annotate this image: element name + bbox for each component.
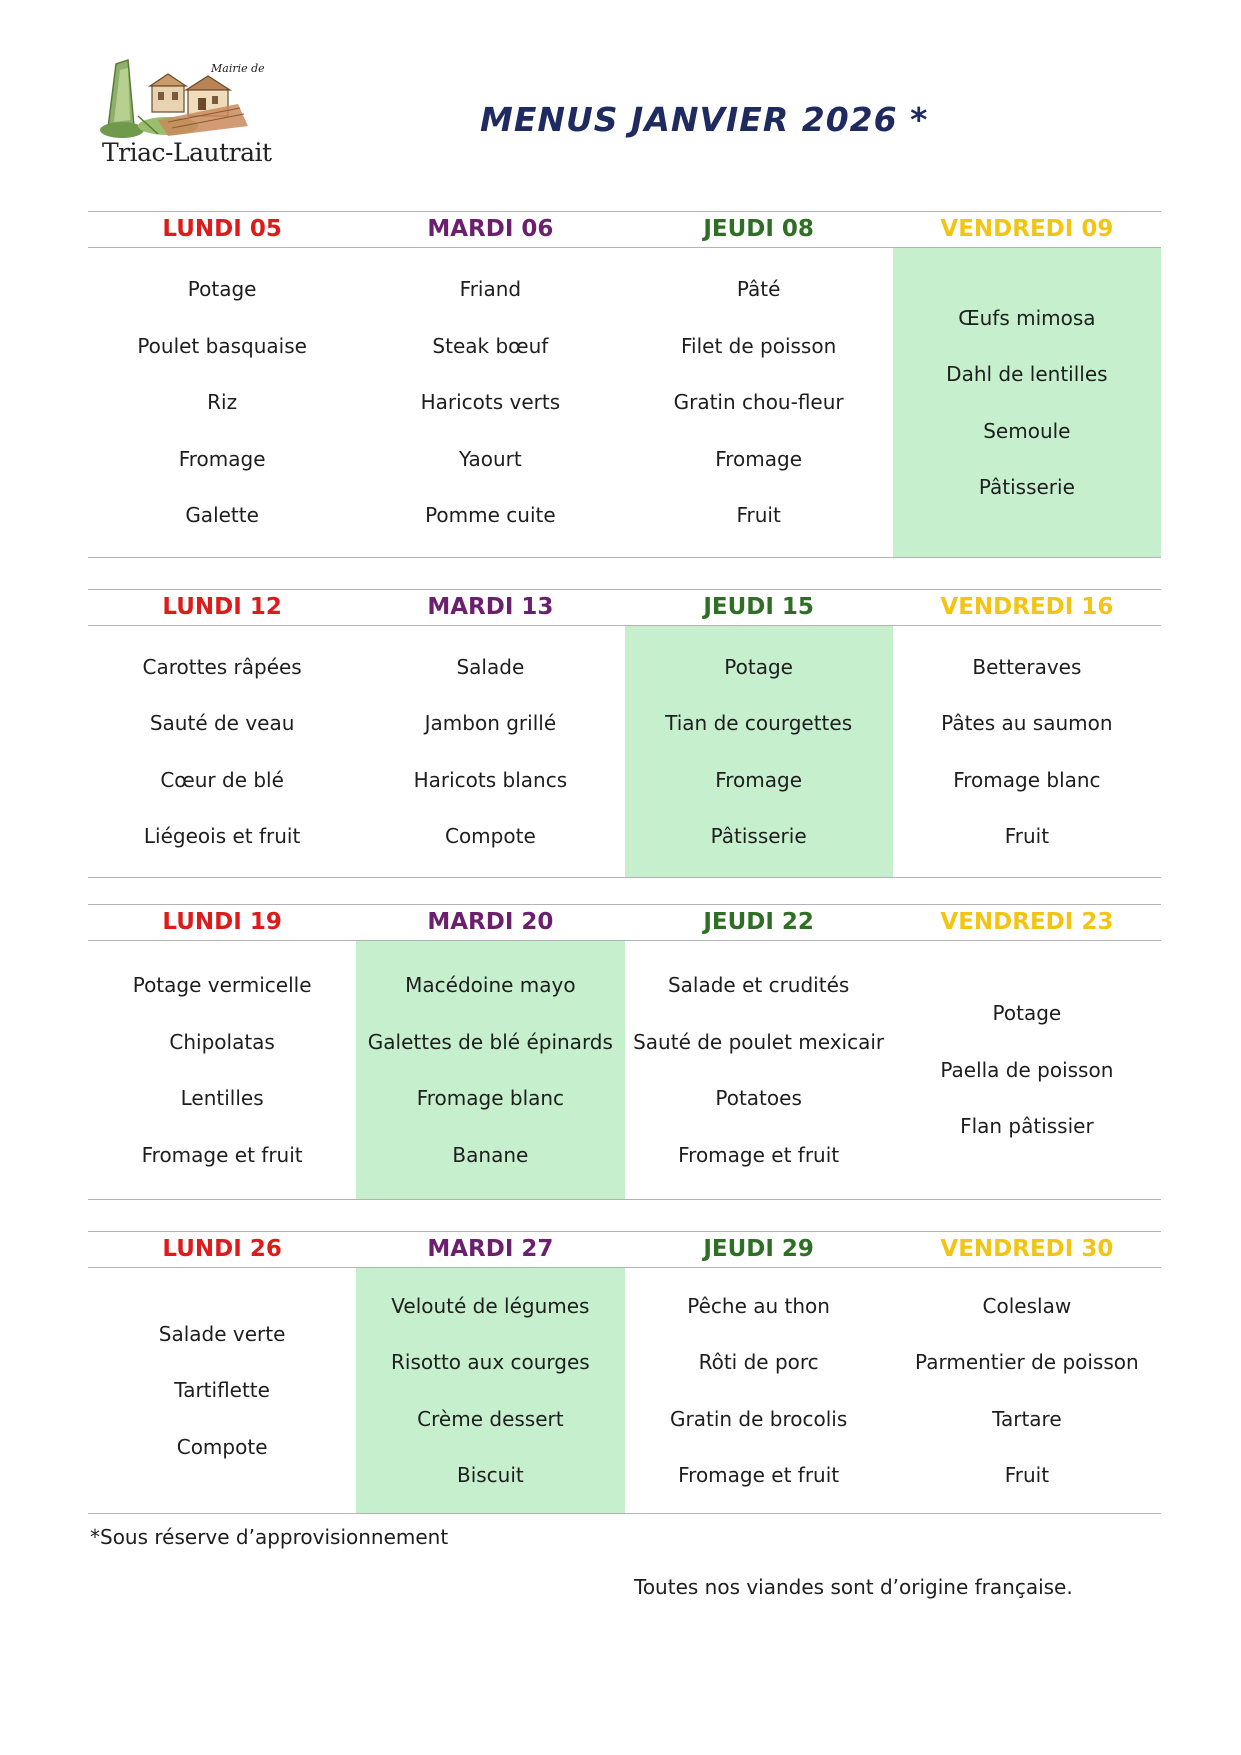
day-header-mardi: MARDI 13 xyxy=(427,594,554,620)
day-menu-jeudi xyxy=(625,941,893,1199)
day-menu-mardi xyxy=(356,248,624,557)
week-menu-row xyxy=(88,941,1161,1200)
dish: Risotto aux courges xyxy=(391,1350,590,1374)
dish: Fromage xyxy=(715,446,803,471)
dish: Fruit xyxy=(736,503,781,528)
dish: Filet de poisson xyxy=(680,333,837,358)
dish: Cœur de blé xyxy=(160,767,284,792)
dish: Compote xyxy=(444,824,536,848)
dish: Tian de courgettes xyxy=(665,711,853,735)
day-menu-jeudi-vegetarian xyxy=(625,626,893,877)
logo-commune-name: Triac-Lautrait xyxy=(102,138,272,167)
day-header-vendredi: VENDREDI 09 xyxy=(940,216,1114,242)
dish: Tartare xyxy=(992,1406,1062,1431)
dish: Sauté de veau xyxy=(149,711,295,735)
week-block-2 xyxy=(88,589,1161,878)
day-header-vendredi: VENDREDI 16 xyxy=(940,594,1114,620)
dish: Fromage blanc xyxy=(953,767,1101,792)
dish: Liégeois et fruit xyxy=(143,824,301,848)
dish: Fruit xyxy=(1004,1463,1050,1487)
dish: Betteraves xyxy=(972,654,1082,679)
dish: Poulet basquaise xyxy=(137,333,307,358)
logo-mairie-text: Mairie de xyxy=(211,62,265,75)
dish: Fromage et fruit xyxy=(141,1142,303,1167)
day-header-vendredi: VENDREDI 30 xyxy=(940,1236,1114,1262)
day-menu-mardi xyxy=(356,626,624,877)
week-header-row xyxy=(88,1231,1161,1268)
dish: Chipolatas xyxy=(169,1029,275,1054)
week-menu-row xyxy=(88,1268,1161,1514)
day-menu-lundi xyxy=(88,626,356,877)
week-block-4 xyxy=(88,1231,1161,1514)
dish: Œufs mimosa xyxy=(958,305,1096,330)
day-menu-vendredi xyxy=(893,941,1161,1199)
dish: Velouté de légumes xyxy=(391,1293,590,1318)
dish: Gratin chou-fleur xyxy=(673,390,844,415)
dish: Pomme cuite xyxy=(425,503,556,528)
day-menu-vendredi-vegetarian xyxy=(893,248,1161,557)
dish: Potage xyxy=(724,654,793,679)
dish: Fromage blanc xyxy=(416,1086,565,1110)
day-menu-vendredi xyxy=(893,1268,1161,1513)
day-header-jeudi: JEUDI 29 xyxy=(703,1236,814,1262)
supply-disclaimer: *Sous réserve d’approvisionnement xyxy=(90,1525,449,1549)
dish: Potage xyxy=(187,277,257,302)
dish: Semoule xyxy=(983,418,1071,443)
day-menu-jeudi xyxy=(625,1268,893,1513)
week-menu-row xyxy=(88,248,1161,558)
meat-origin-note: Toutes nos viandes sont d’origine française. xyxy=(634,1575,1073,1599)
dish: Galettes de blé épinards xyxy=(367,1029,613,1054)
dish: Biscuit xyxy=(456,1463,524,1487)
day-menu-vendredi xyxy=(893,626,1161,877)
day-menu-jeudi xyxy=(625,248,893,557)
dish: Rôti de porc xyxy=(698,1350,819,1374)
dish: Sauté de poulet mexicair xyxy=(633,1029,885,1054)
dish: Paella de poisson xyxy=(940,1057,1114,1082)
page-title: MENUS JANVIER 2026 * xyxy=(480,100,929,139)
dish: Salade et crudités xyxy=(667,973,850,997)
dish: Jambon grillé xyxy=(424,711,557,735)
week-menu-row xyxy=(88,626,1161,878)
dish: Dahl de lentilles xyxy=(946,362,1108,386)
day-header-jeudi: JEUDI 08 xyxy=(703,216,814,242)
dish: Pâtisserie xyxy=(978,475,1075,499)
dish: Fromage xyxy=(178,446,266,471)
dish: Crème dessert xyxy=(417,1406,564,1431)
dish: Flan pâtissier xyxy=(960,1114,1094,1139)
week-header-row xyxy=(88,211,1161,248)
town-logo xyxy=(98,56,288,174)
dish: Haricots blancs xyxy=(413,767,568,792)
dish: Salade xyxy=(456,654,525,679)
day-header-lundi: LUNDI 12 xyxy=(162,594,282,620)
dish: Fromage xyxy=(715,767,803,792)
dish: Pêche au thon xyxy=(687,1293,830,1318)
day-menu-lundi xyxy=(88,248,356,557)
dish: Carottes râpées xyxy=(142,654,302,679)
dish: Potage vermicelle xyxy=(132,973,312,997)
dish: Gratin de brocolis xyxy=(670,1406,848,1431)
dish: Galette xyxy=(185,503,259,528)
dish: Fruit xyxy=(1004,824,1050,848)
dish: Potage xyxy=(992,1001,1062,1026)
dish: Macédoine mayo xyxy=(405,973,576,997)
dish: Riz xyxy=(207,390,238,415)
dish: Pâtes au saumon xyxy=(941,711,1113,735)
dish: Coleslaw xyxy=(982,1293,1072,1318)
dish: Yaourt xyxy=(459,446,522,471)
dish: Salade verte xyxy=(158,1321,286,1346)
dish: Fromage et fruit xyxy=(678,1463,840,1487)
day-menu-mardi-vegetarian xyxy=(356,1268,624,1513)
week-header-row xyxy=(88,904,1161,941)
day-header-mardi: MARDI 06 xyxy=(427,216,554,242)
day-header-mardi: MARDI 20 xyxy=(427,909,554,935)
dish: Potatoes xyxy=(715,1086,802,1110)
day-menu-mardi-vegetarian xyxy=(356,941,624,1199)
dish: Tartiflette xyxy=(174,1378,270,1403)
dish: Fromage et fruit xyxy=(678,1142,840,1167)
week-block-1 xyxy=(88,211,1161,558)
day-header-mardi: MARDI 27 xyxy=(427,1236,554,1262)
dish: Steak bœuf xyxy=(432,333,549,358)
day-header-lundi: LUNDI 05 xyxy=(162,216,282,242)
day-header-lundi: LUNDI 19 xyxy=(162,909,282,935)
day-menu-lundi xyxy=(88,1268,356,1513)
dish: Friand xyxy=(459,277,522,302)
dish: Lentilles xyxy=(180,1086,264,1110)
dish: Pâtisserie xyxy=(710,824,807,848)
dish: Pâté xyxy=(736,277,781,302)
week-block-3 xyxy=(88,904,1161,1200)
day-header-vendredi: VENDREDI 23 xyxy=(940,909,1114,935)
day-header-lundi: LUNDI 26 xyxy=(162,1236,282,1262)
dish: Compote xyxy=(176,1434,268,1459)
dish: Banane xyxy=(452,1142,529,1167)
dish: Haricots verts xyxy=(420,390,561,415)
week-header-row xyxy=(88,589,1161,626)
day-header-jeudi: JEUDI 15 xyxy=(703,594,814,620)
day-menu-lundi xyxy=(88,941,356,1199)
dish: Parmentier de poisson xyxy=(915,1350,1139,1374)
day-header-jeudi: JEUDI 22 xyxy=(703,909,814,935)
